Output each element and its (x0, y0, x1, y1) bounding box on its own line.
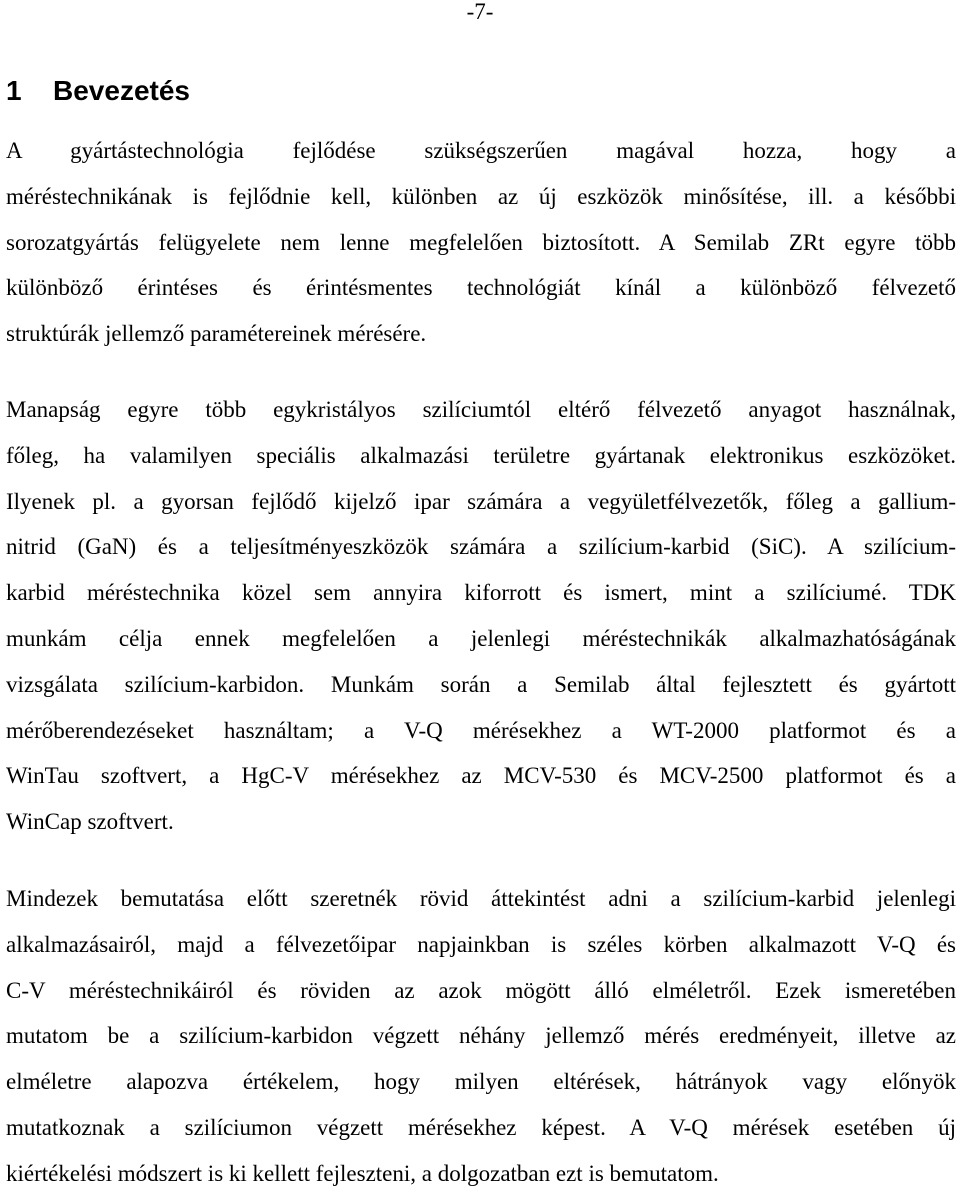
text-line: munkám célja ennek megfelelően a jelenlegi méréstechnikák alkalmazhatóságának (6, 625, 956, 651)
text-line: alkalmazásairól, majd a félvezetőipar napjainkban is széles körben alkalmazott V-Q és (6, 931, 956, 957)
text-line: Manapság egyre több egykristályos szilíciumtól eltérő félvezető anyagot használnak, (6, 397, 956, 422)
page-number: -7- (466, 0, 494, 24)
text-line: sorozatgyártás felügyelete nem lenne megfelelően biztosított. A Semilab ZRt egyre több (6, 229, 956, 255)
text-line: különböző érintéses és érintésmentes technológiát kínál a különböző félvezető (6, 275, 956, 301)
text-line: WinCap szoftvert. (6, 809, 174, 835)
text-line: nitrid (GaN) és a teljesítményeszközök számára a szilícium-karbid (SiC). A szilícium- (6, 534, 956, 560)
paragraph-intro (6, 128, 956, 357)
text-line: méréstechnikának is fejlődnie kell, különben az új eszközök minősítése, ill. a későbbi (6, 183, 956, 209)
section-number: 1 (6, 75, 22, 106)
text-line: mérőberendezéseket használtam; a V-Q mérésekhez a WT-2000 platformot és a (6, 717, 956, 743)
text-line: Ilyenek pl. a gyorsan fejlődő kijelző ipar számára a vegyületfélvezetők, főleg a gallium- (6, 488, 956, 514)
text-line: elméletre alapozva értékelem, hogy milyen eltérések, hátrányok vagy előnyök (6, 1069, 956, 1095)
paragraph-materials (6, 387, 956, 845)
text-line: főleg, ha valamilyen speciális alkalmazási területre gyártanak elektronikus eszközöket. (6, 442, 956, 468)
text-line: karbid méréstechnika közel sem annyira kiforrott és ismert, mint a szilíciumé. TDK (6, 580, 956, 606)
section-title: Bevezetés (53, 75, 190, 106)
text-line: kiértékelési módszert is ki kellett fejleszteni, a dolgozatban ezt is bemutatom. (6, 1160, 719, 1186)
text-line: C-V méréstechnikáiról és röviden az azok mögött álló elméletről. Ezek ismeretében (6, 977, 956, 1003)
text-line: WinTau szoftvert, a HgC-V mérésekhez az MCV-530 és MCV-2500 platformot és a (6, 763, 956, 789)
text-line: A gyártástechnológia fejlődése szükségszerűen magával hozza, hogy a (6, 138, 956, 163)
section-heading (6, 74, 190, 108)
text-line: mutatom be a szilícium-karbidon végzett néhány jellemző mérés eredményeit, illetve az (6, 1023, 956, 1049)
text-line: Mindezek bemutatása előtt szeretnék rövid áttekintést adni a szilícium-karbid jelenlegi (6, 886, 956, 911)
text-line: vizsgálata szilícium-karbidon. Munkám során a Semilab által fejlesztett és gyártott (6, 671, 956, 697)
text-line: mutatkoznak a szilíciumon végzett mérésekhez képest. A V-Q mérések esetében új (6, 1114, 956, 1140)
paragraph-overview (6, 876, 956, 1197)
text-line: struktúrák jellemző paramétereinek mérésére. (6, 321, 427, 347)
